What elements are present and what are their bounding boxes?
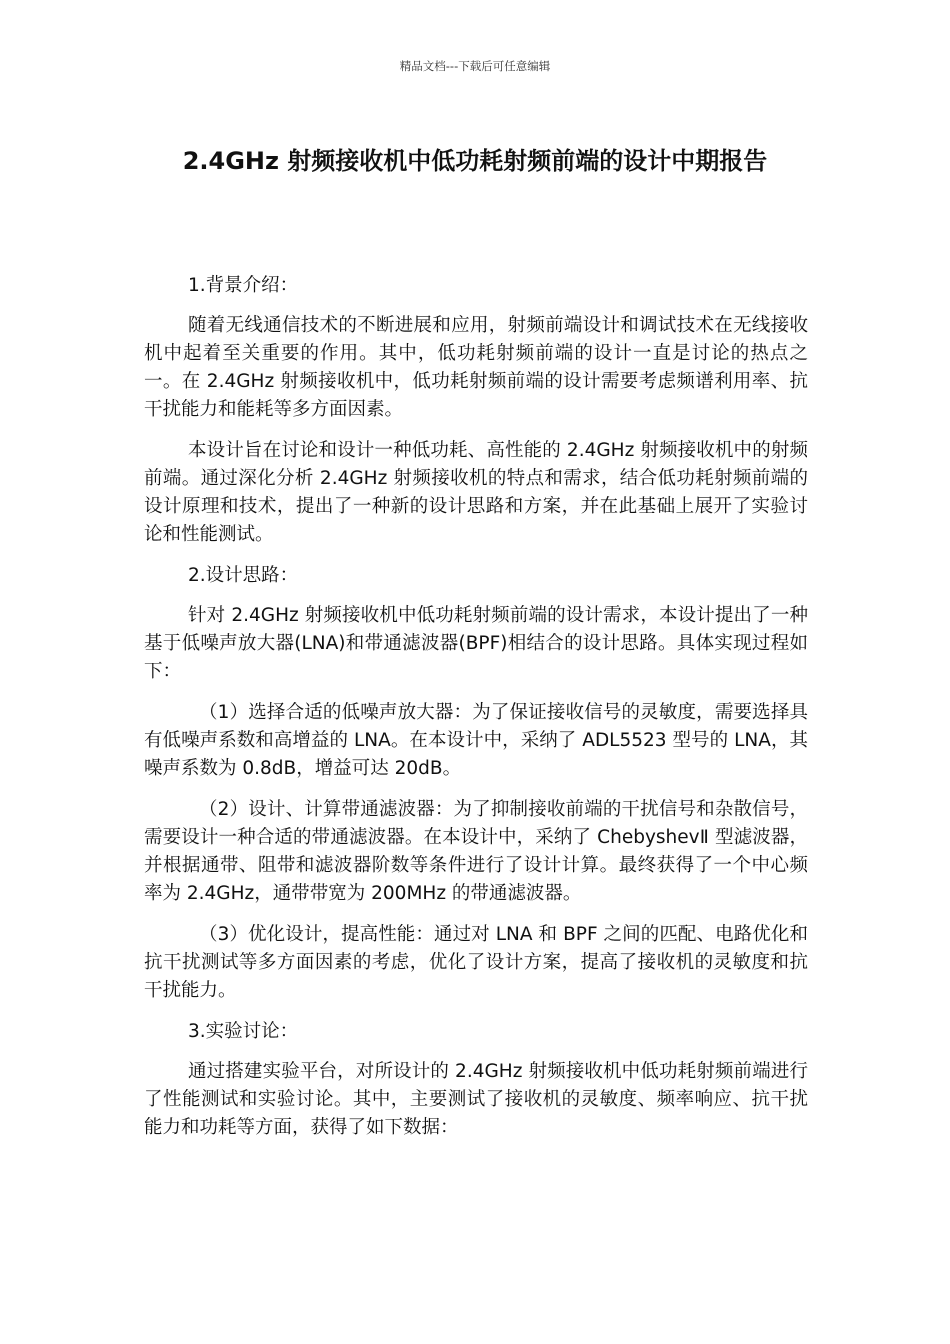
section-heading-background: 1.背景介绍： <box>188 275 299 296</box>
paragraph-experiment: 通过搭建实验平台，对所设计的 2.4GHz 射频接收机中低功耗射频前端进行了性能测试和实验讨论。其中，主要测试了接收机的灵敏度、频率响应、抗干扰能力和功耗等方面，获得了如下数据： <box>144 1061 808 1138</box>
paragraph-background-2: 本设计旨在讨论和设计一种低功耗、高性能的 2.4GHz 射频接收机中的射频前端。通过深化分析 2.4GHz 射频接收机的特点和需求，结合低功耗射频前端的设计原理和技术，提出了一种新的设计思路和方案，并在此基础上展开了实验讨论和性能测试。 <box>144 440 808 545</box>
list-item-optimization: （3）优化设计，提高性能：通过对 LNA 和 BPF 之间的匹配、电路优化和抗干扰测试等多方面因素的考虑，优化了设计方案，提高了接收机的灵敏度和抗干扰能力。 <box>144 924 808 1001</box>
section-heading-experiment: 3.实验讨论： <box>188 1021 299 1042</box>
page-header: 精品文档---下载后可任意编辑 <box>399 59 551 73</box>
document-body <box>144 272 808 1155</box>
section-heading-design: 2.设计思路： <box>188 565 299 586</box>
list-item-lna: （1）选择合适的低噪声放大器：为了保证接收信号的灵敏度，需要选择具有低噪声系数和高增益的 LNA。在本设计中，采纳了 ADL5523 型号的 LNA，其噪声系数为 0.8dB，增益可达 20dB。 <box>144 702 808 779</box>
paragraph-design-intro: 针对 2.4GHz 射频接收机中低功耗射频前端的设计需求，本设计提出了一种基于低噪声放大器(LNA)和带通滤波器(BPF)相结合的设计思路。具体实现过程如下： <box>144 605 808 682</box>
document-title: 2.4GHz 射频接收机中低功耗射频前端的设计中期报告 <box>182 147 768 175</box>
list-item-bpf: （2）设计、计算带通滤波器：为了抑制接收前端的干扰信号和杂散信号，需要设计一种合适的带通滤波器。在本设计中，采纳了 ChebyshevⅡ 型滤波器，并根据通带、阻带和滤波器阶数等条件进行了设计计算。最终获得了一个中心频率为 2.4GHz，通带带宽为 200MHz 的带通滤波器。 <box>144 799 808 904</box>
paragraph-background-1: 随着无线通信技术的不断进展和应用，射频前端设计和调试技术在无线接收机中起着至关重要的作用。其中，低功耗射频前端的设计一直是讨论的热点之一。在 2.4GHz 射频接收机中，低功耗射频前端的设计需要考虑频谱利用率、抗干扰能力和能耗等多方面因素。 <box>144 315 808 420</box>
